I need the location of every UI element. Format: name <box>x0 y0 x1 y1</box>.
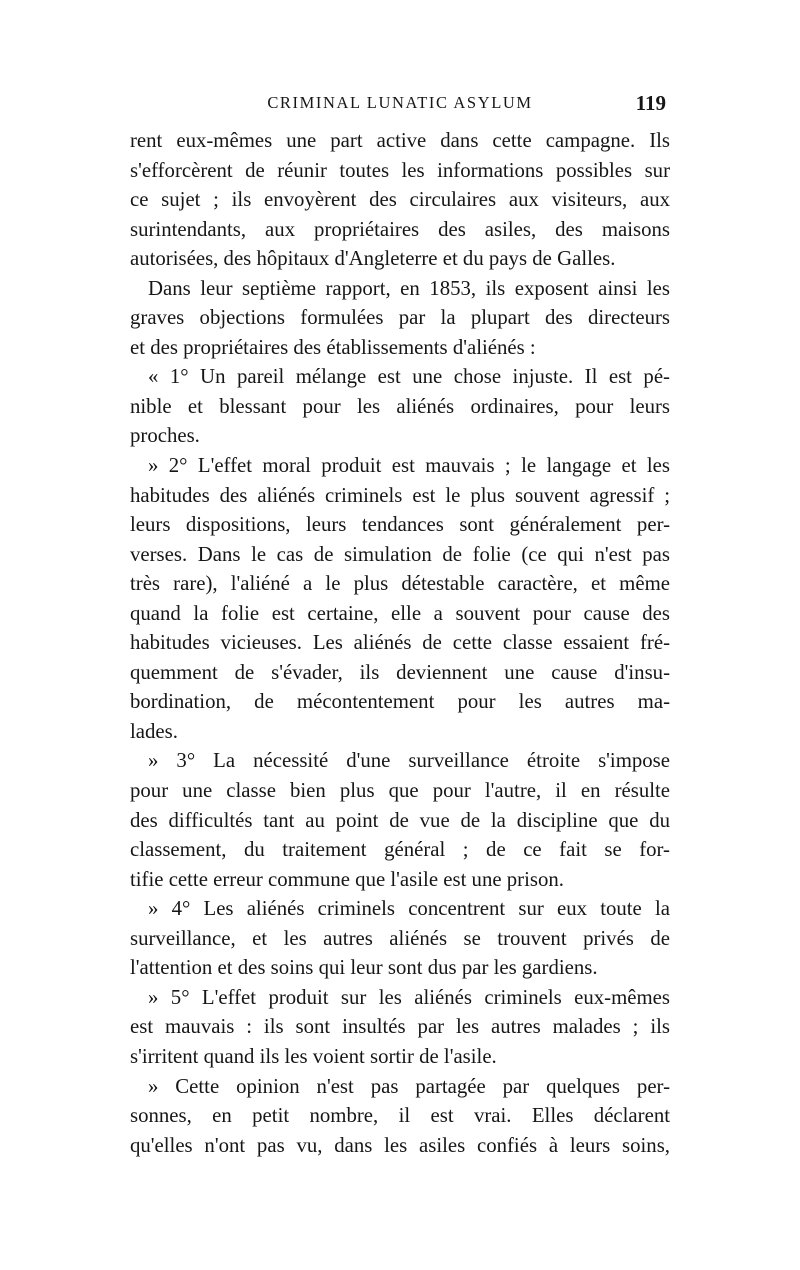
page-number: 119 <box>635 91 666 115</box>
text-line: leurs dispositions, leurs tendances sont généralement per- <box>130 513 670 537</box>
text-line: s'irritent quand ils les voient sortir de l'asile. <box>130 1044 497 1068</box>
text-line: pour une classe bien plus que pour l'autre, il en résulte <box>130 779 670 803</box>
text-line: « 1° Un pareil mélange est une chose injuste. Il est pé- <box>148 365 670 389</box>
text-line: » Cette opinion n'est pas partagée par quelques per- <box>148 1074 670 1098</box>
text-line: qu'elles n'ont pas vu, dans les asiles confiés à leurs soins, <box>130 1133 670 1157</box>
text-line: l'attention et des soins qui leur sont dus par les gardiens. <box>130 956 598 980</box>
text-line: lades. <box>130 719 178 743</box>
running-title: CRIMINAL LUNATIC ASYLUM <box>267 93 533 112</box>
text-line: et des propriétaires des établissements d'aliénés : <box>130 335 536 359</box>
text-line: surintendants, aux propriétaires des asiles, des maisons <box>130 217 670 241</box>
text-line: » 5° L'effet produit sur les aliénés criminels eux-mêmes <box>148 985 670 1009</box>
text-line: bordination, de mécontentement pour les autres ma- <box>130 690 670 714</box>
text-line: Dans leur septième rapport, en 1853, ils exposent ainsi les <box>148 276 670 300</box>
text-line: » 4° Les aliénés criminels concentrent sur eux toute la <box>148 897 670 921</box>
text-line: quand la folie est certaine, elle a souvent pour cause des <box>130 601 670 625</box>
body-text <box>130 126 670 1160</box>
text-line: s'efforcèrent de réunir toutes les informations possibles sur <box>130 158 670 182</box>
running-head <box>130 88 670 118</box>
text-line: habitudes vicieuses. Les aliénés de cette classe essaient fré- <box>130 631 670 655</box>
text-line: graves objections formulées par la plupart des directeurs <box>130 306 670 330</box>
text-line: des difficultés tant au point de vue de la discipline que du <box>130 808 670 832</box>
text-line: rent eux-mêmes une part active dans cette campagne. Ils <box>130 129 670 152</box>
text-line: habitudes des aliénés criminels est le plus souvent agressif ; <box>130 483 670 507</box>
text-line: » 2° L'effet moral produit est mauvais ; le langage et les <box>148 454 670 478</box>
text-line: proches. <box>130 424 200 448</box>
text-line: très rare), l'aliéné a le plus détestable caractère, et même <box>130 572 670 596</box>
text-line: surveillance, et les autres aliénés se trouvent privés de <box>130 926 670 950</box>
text-line: nible et blessant pour les aliénés ordinaires, pour leurs <box>130 394 670 418</box>
text-line: verses. Dans le cas de simulation de folie (ce qui n'est pas <box>130 542 670 566</box>
text-line: classement, du traitement général ; de ce fait se for- <box>130 838 670 862</box>
text-line: sonnes, en petit nombre, il est vrai. Elles déclarent <box>130 1104 670 1128</box>
text-line: » 3° La nécessité d'une surveillance étroite s'impose <box>148 749 670 773</box>
text-line: ce sujet ; ils envoyèrent des circulaires aux visiteurs, aux <box>130 188 670 212</box>
text-line: autorisées, des hôpitaux d'Angleterre et du pays de Galles. <box>130 247 616 271</box>
text-line: tifie cette erreur commune que l'asile est une prison. <box>130 867 564 891</box>
text-line: quemment de s'évader, ils deviennent une cause d'insu- <box>130 660 670 684</box>
text-line: est mauvais : ils sont insultés par les autres malades ; ils <box>130 1015 670 1039</box>
